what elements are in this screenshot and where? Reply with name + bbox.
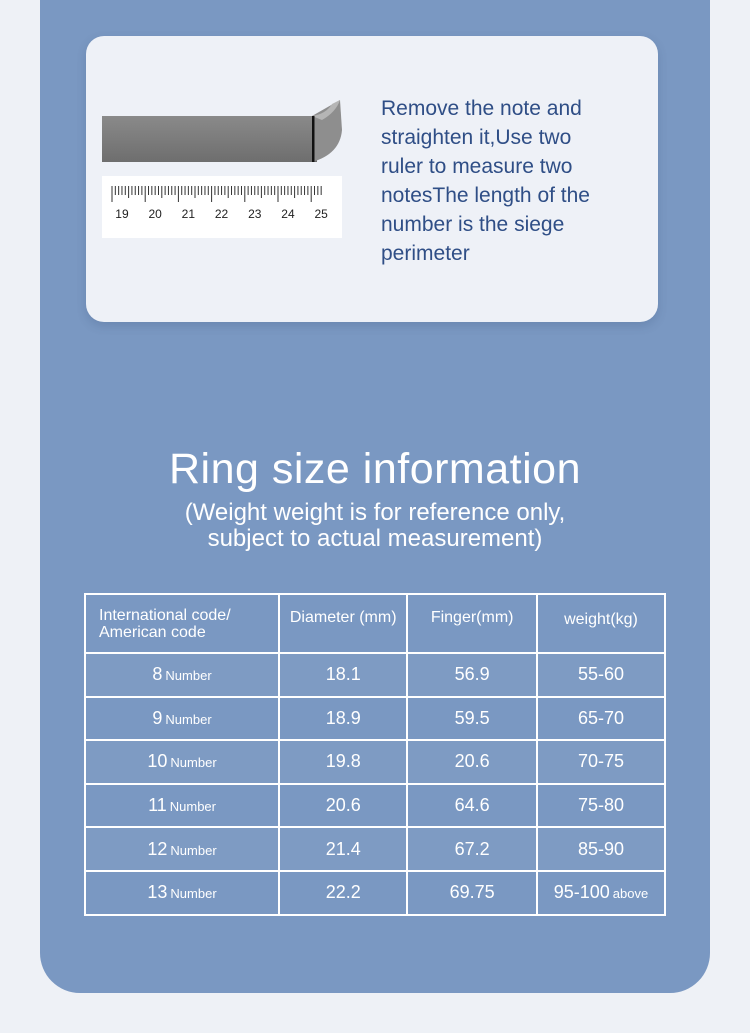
table-row [85, 784, 665, 828]
cell-finger: 56.9 [407, 653, 537, 697]
cell-diameter: 18.1 [279, 653, 407, 697]
ruler-label: 20 [148, 207, 162, 221]
weight-value: 55-60 [577, 664, 624, 685]
cell-code [85, 784, 279, 828]
cell-weight [537, 784, 665, 828]
ruler-label: 21 [181, 207, 196, 221]
code-unit: Number [170, 842, 217, 858]
code-value: 13 [147, 882, 168, 903]
table-row [85, 827, 665, 871]
cell-weight [537, 697, 665, 741]
cell-finger: 59.5 [407, 697, 537, 741]
code-unit: Number [170, 755, 217, 771]
table-row [85, 740, 665, 784]
ruler-label: 23 [248, 207, 262, 221]
ruler-label: 22 [214, 207, 229, 221]
table-row [85, 871, 665, 915]
code-unit: Number [170, 886, 217, 902]
cell-diameter: 21.4 [279, 827, 407, 871]
weight-value: 95-100 [553, 882, 610, 903]
ruler-label: 24 [281, 207, 295, 221]
cell-finger: 67.2 [407, 827, 537, 871]
cell-weight [537, 827, 665, 871]
weight-value: 75-80 [577, 795, 624, 816]
cell-code [85, 827, 279, 871]
cell-code [85, 697, 279, 741]
header-finger: Finger(mm) [407, 594, 537, 653]
section-subtitle: (Weight weight is for reference only, subject to actual measurement) [184, 499, 566, 552]
code-value: 12 [147, 838, 168, 859]
cell-code [85, 653, 279, 697]
table-header-row [85, 594, 665, 653]
measurement-card [86, 36, 658, 322]
cell-code [85, 740, 279, 784]
paper-strip-illustration [102, 116, 317, 162]
code-unit: Number [169, 799, 216, 815]
code-unit: Number [165, 668, 212, 684]
weight-value: 70-75 [577, 751, 624, 772]
cell-weight [537, 871, 665, 915]
cell-diameter: 22.2 [279, 871, 407, 915]
ruler-illustration [102, 176, 342, 238]
code-value: 11 [148, 795, 167, 816]
weight-value: 65-70 [577, 707, 624, 728]
weight-value: 85-90 [577, 838, 624, 859]
header-code: International code/ American code [85, 594, 279, 653]
code-value: 8 [152, 664, 163, 685]
cell-finger: 64.6 [407, 784, 537, 828]
table-row [85, 653, 665, 697]
table-row [85, 697, 665, 741]
paper-curl-illustration [312, 100, 348, 162]
cell-diameter: 20.6 [279, 784, 407, 828]
header-diameter: Diameter (mm) [279, 594, 407, 653]
cell-diameter: 18.9 [279, 697, 407, 741]
cell-weight [537, 740, 665, 784]
measurement-instruction: Remove the note and straighten it,Use two ruler to measure two notesThe length of the number is the siege perimeter [381, 97, 590, 265]
ruler-label: 19 [115, 207, 129, 221]
code-value: 9 [152, 707, 163, 728]
cell-finger: 69.75 [407, 871, 537, 915]
code-value: 10 [147, 751, 168, 772]
cell-code [85, 871, 279, 915]
cell-finger: 20.6 [407, 740, 537, 784]
cell-diameter: 19.8 [279, 740, 407, 784]
section-title: Ring size information [168, 445, 581, 493]
ruler-label: 25 [314, 207, 328, 221]
header-weight: weight(kg) [537, 594, 665, 653]
code-unit: Number [165, 711, 212, 727]
ring-size-table [84, 593, 666, 916]
weight-note: above [612, 886, 649, 902]
cell-weight [537, 653, 665, 697]
